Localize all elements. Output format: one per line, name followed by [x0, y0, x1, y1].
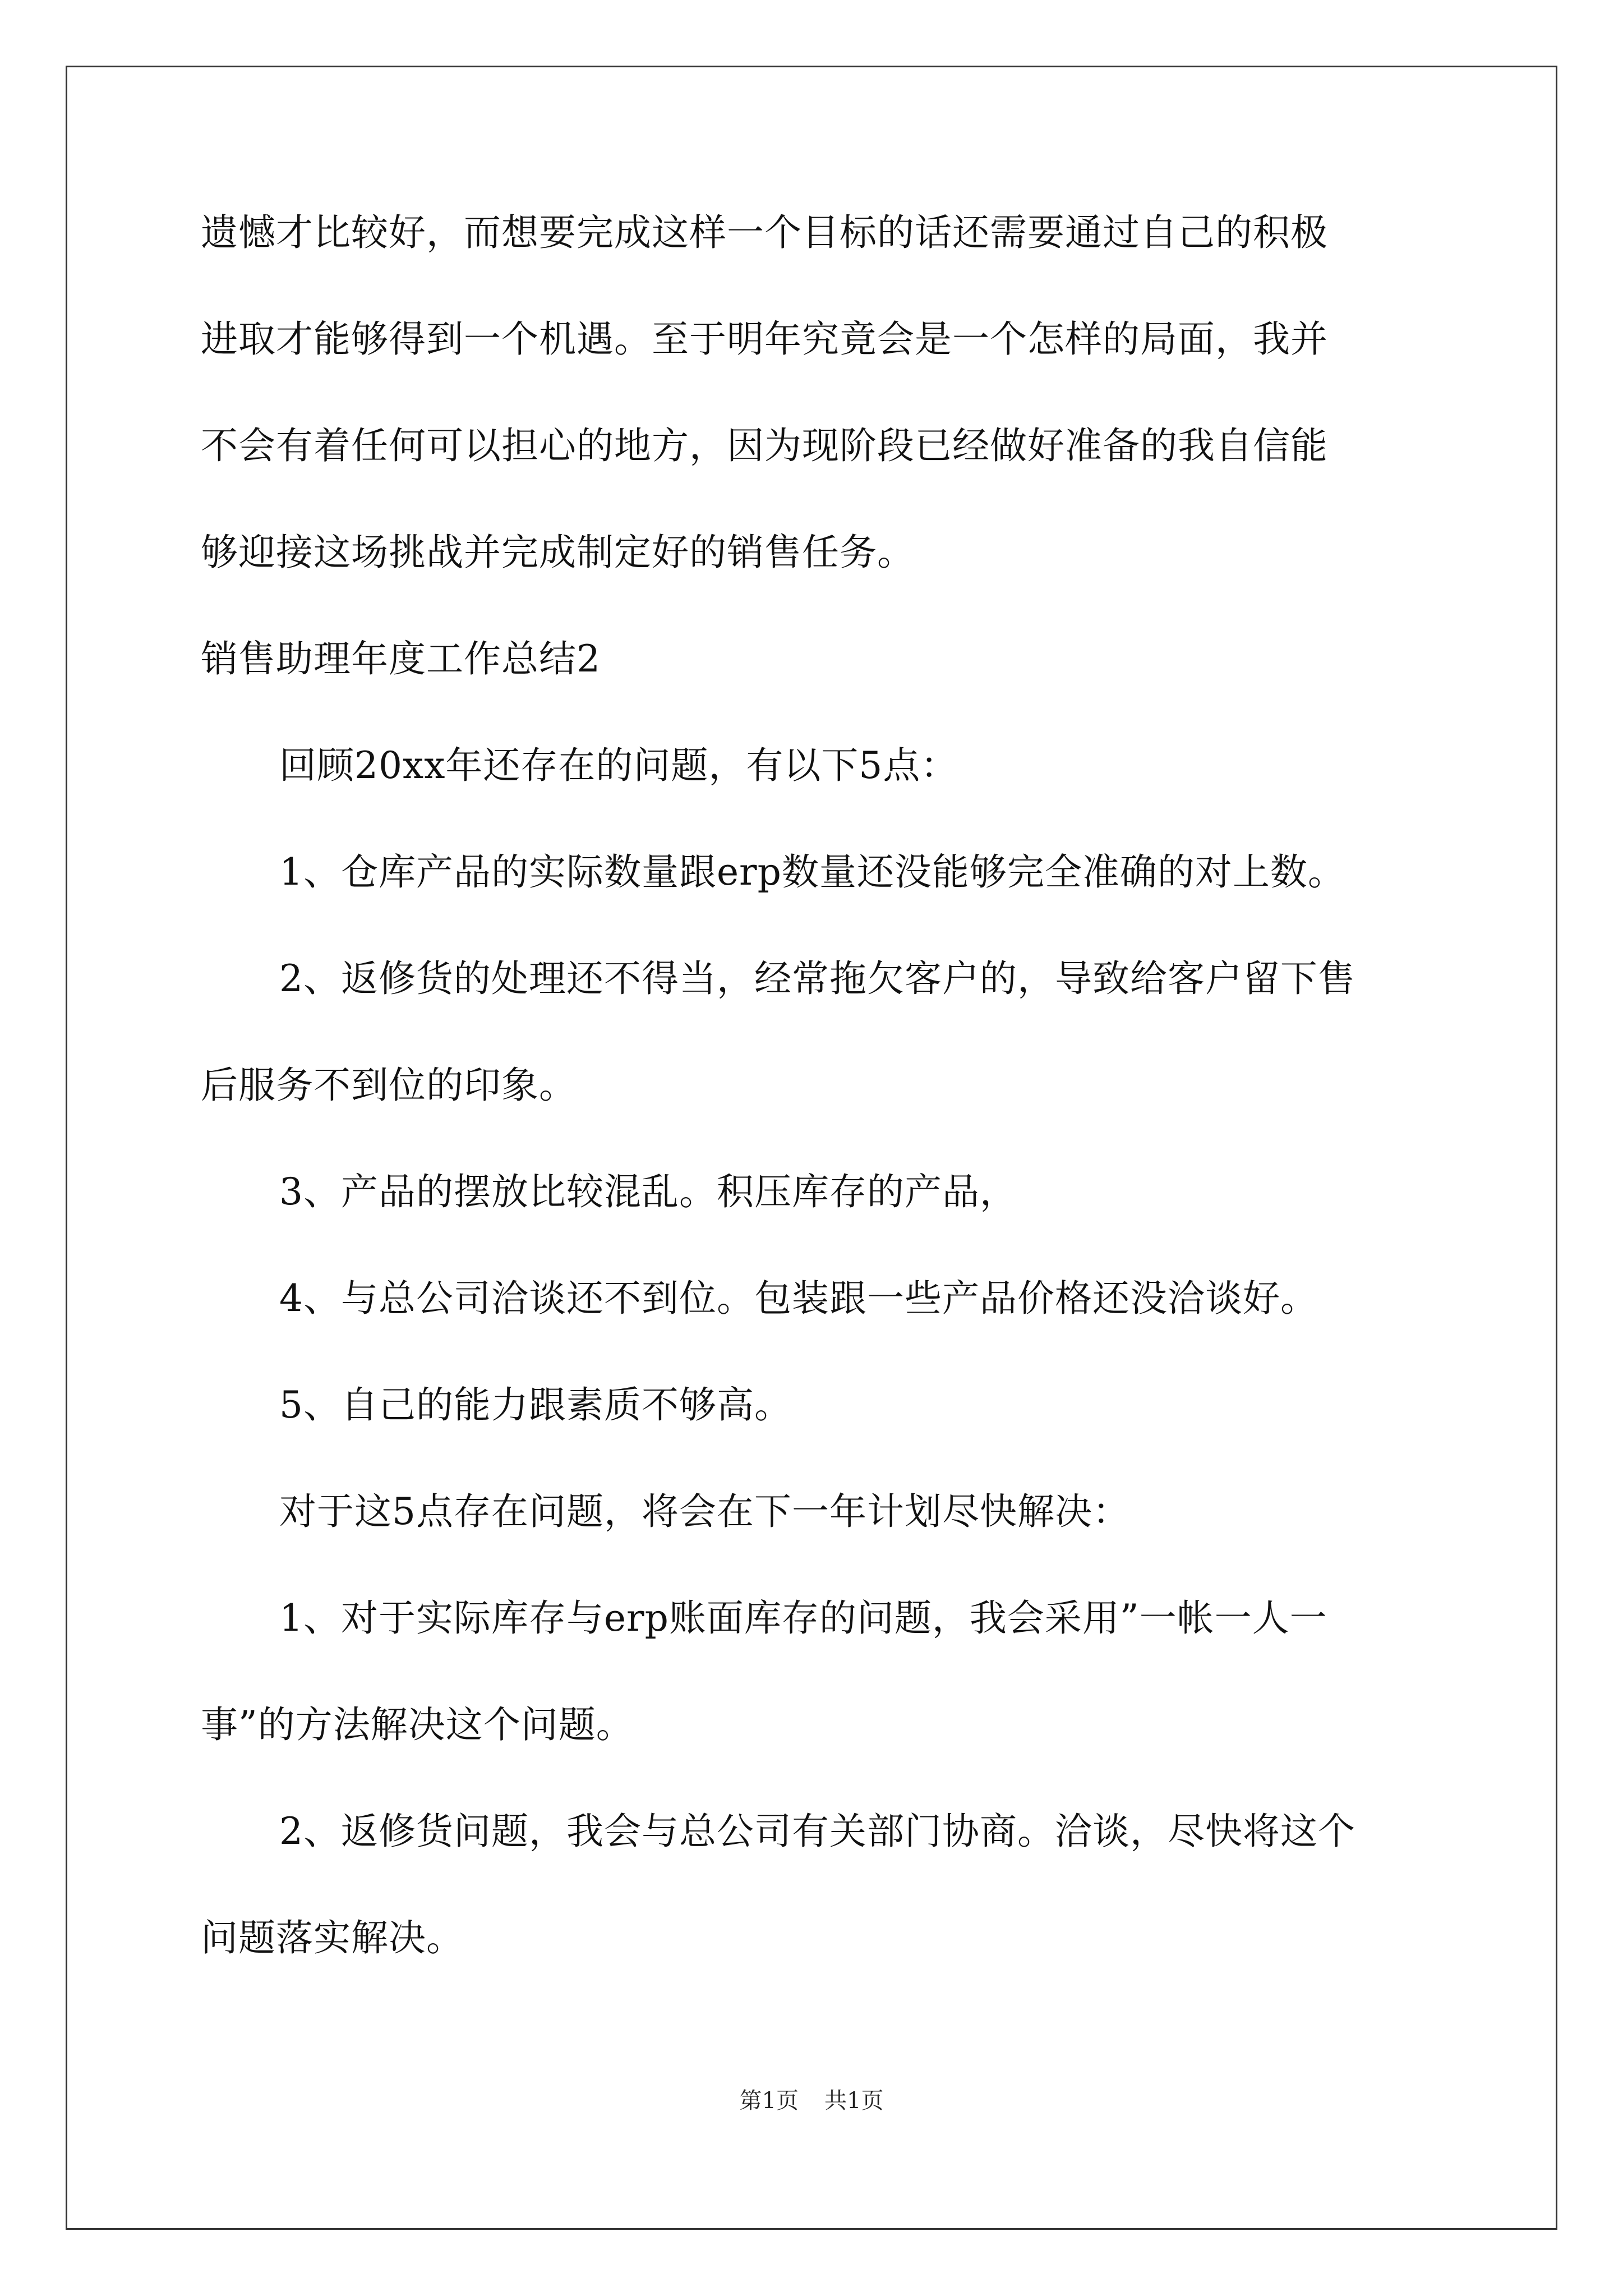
paragraph-line: 够迎接这场挑战并完成制定好的销售任务。	[201, 531, 915, 574]
list-item: 1、仓库产品的实际数量跟erp数量还没能够完全准确的对上数。	[279, 850, 1345, 894]
page-border	[66, 66, 1557, 2230]
paragraph-line: 遗憾才比较好，而想要完成这样一个目标的话还需要通过自己的积极	[201, 211, 1328, 254]
list-item: 1、对于实际库存与erp账面库存的问题，我会采用”一帐一人一	[279, 1596, 1327, 1640]
list-item-continuation: 问题落实解决。	[201, 1916, 464, 1959]
page-footer	[0, 2087, 1623, 2115]
list-item: 2、返修货的处理还不得当，经常拖欠客户的，导致给客户留下售	[279, 957, 1355, 1000]
paragraph-line: 不会有着任何可以担心的地方，因为现阶段已经做好准备的我自信能	[201, 424, 1328, 467]
list-item: 3、产品的摆放比较混乱。积压库存的产品，	[279, 1170, 1017, 1213]
paragraph-line: 对于这5点存在问题，将会在下一年计划尽快解决：	[279, 1490, 1130, 1533]
page-number: 第1页	[739, 2088, 799, 2114]
paragraph-line: 回顾20xx年还存在的问题，有以下5点：	[279, 744, 958, 787]
paragraph-line: 进取才能够得到一个机遇。至于明年究竟会是一个怎样的局面，我并	[201, 318, 1328, 361]
page-total: 共1页	[824, 2088, 884, 2114]
list-item-continuation: 事”的方法解决这个问题。	[201, 1703, 634, 1746]
list-item: 2、返修货问题，我会与总公司有关部门协商。洽谈，尽快将这个	[279, 1810, 1355, 1853]
list-item: 4、与总公司洽谈还不到位。包装跟一些产品价格还没洽谈好。	[279, 1277, 1318, 1320]
list-item: 5、自己的能力跟素质不够高。	[279, 1383, 792, 1427]
section-heading: 销售助理年度工作总结2	[201, 637, 601, 680]
list-item-continuation: 后服务不到位的印象。	[201, 1064, 577, 1107]
